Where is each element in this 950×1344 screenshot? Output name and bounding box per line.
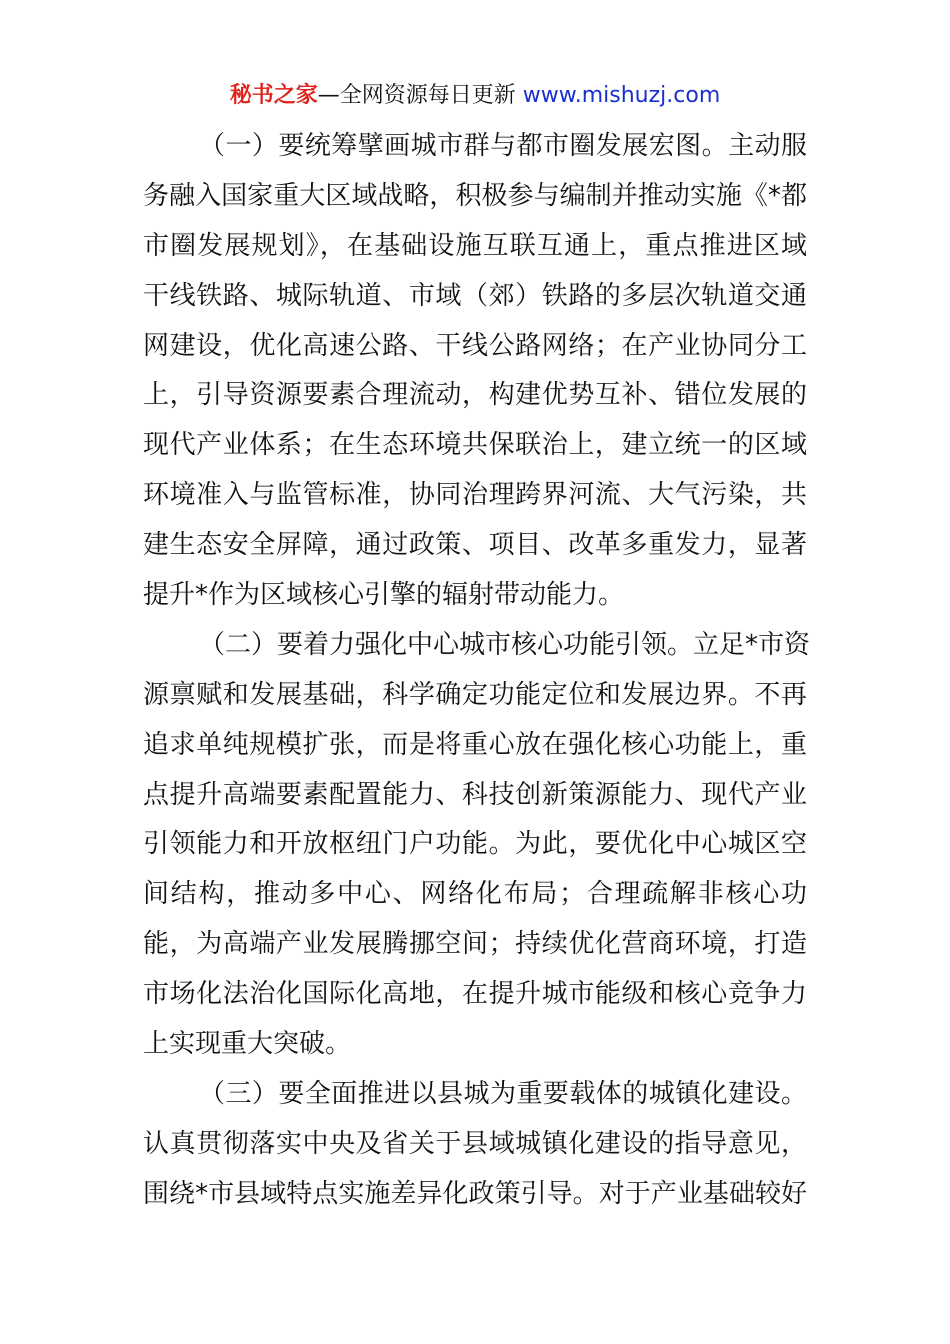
paragraph-2-line-7: 能，为高端产业发展腾挪空间；持续优化营商环境，打造 [143, 929, 807, 960]
paragraph-2-line-8: 市场化法治化国际化高地，在提升城市能级和核心竞争力 [143, 979, 807, 1010]
paragraph-2-line-5: 引领能力和开放枢纽门户功能。为此，要优化中心城区空 [143, 829, 807, 860]
paragraph-1-line-9: 建生态安全屏障，通过政策、项目、改革多重发力，显著 [143, 530, 807, 561]
paragraph-2-line-2: 源禀赋和发展基础，科学确定功能定位和发展边界。不再 [143, 679, 807, 710]
paragraph-1-line-10: 提升*作为区域核心引擎的辐射带动能力。 [143, 580, 625, 611]
paragraph-1-line-5: 网建设，优化高速公路、干线公路网络；在产业协同分工 [143, 330, 807, 361]
paragraph-1-line-6: 上，引导资源要素合理流动，构建优势互补、错位发展的 [143, 380, 807, 411]
paragraph-2-line-4: 点提升高端要素配置能力、科技创新策源能力、现代产业 [143, 779, 807, 810]
paragraph-1-line-1: （一）要统筹擘画城市群与都市圈发展宏图。主动服 [199, 131, 807, 161]
paragraph-3-line-1: （三）要全面推进以县城为重要载体的城镇化建设。 [199, 1078, 807, 1109]
paragraph-2-line-9: 上实现重大突破。 [143, 1029, 352, 1060]
paragraph-3-line-3: 围绕*市县域特点实施差异化政策引导。对于产业基础较好 [143, 1178, 807, 1209]
paragraph-1-line-2: 务融入国家重大区域战略，积极参与编制并推动实施《*都 [143, 180, 807, 211]
site-brand: 秘书之家 [229, 83, 318, 108]
paragraph-1-line-3: 市圈发展规划》，在基础设施互联互通上，重点推进区域 [143, 230, 807, 261]
paragraph-3-line-2: 认真贯彻落实中央及省关于县域城镇化建设的指导意见， [143, 1128, 807, 1159]
paragraph-2-line-1: （二）要着力强化中心城市核心功能引领。立足*市资 [199, 629, 811, 660]
paragraph-1-line-4: 干线铁路、城际轨道、市域（郊）铁路的多层次轨道交通 [143, 280, 807, 311]
paragraph-1-line-7: 现代产业体系；在生态环境共保联治上，建立统一的区域 [143, 430, 807, 461]
paragraph-2-line-6: 间结构，推动多中心、网络化布局；合理疏解非核心功 [143, 879, 807, 910]
document-body [143, 122, 811, 1220]
paragraph-2-line-3: 追求单纯规模扩张，而是将重心放在强化核心功能上，重 [143, 729, 807, 760]
document-header [0, 80, 950, 112]
paragraph-1-line-8: 环境准入与监管标准，协同治理跨界河流、大气污染，共 [143, 480, 807, 511]
site-url[interactable]: www.mishuzj.com [522, 83, 721, 108]
site-tagline: —全网资源每日更新 [317, 83, 516, 108]
